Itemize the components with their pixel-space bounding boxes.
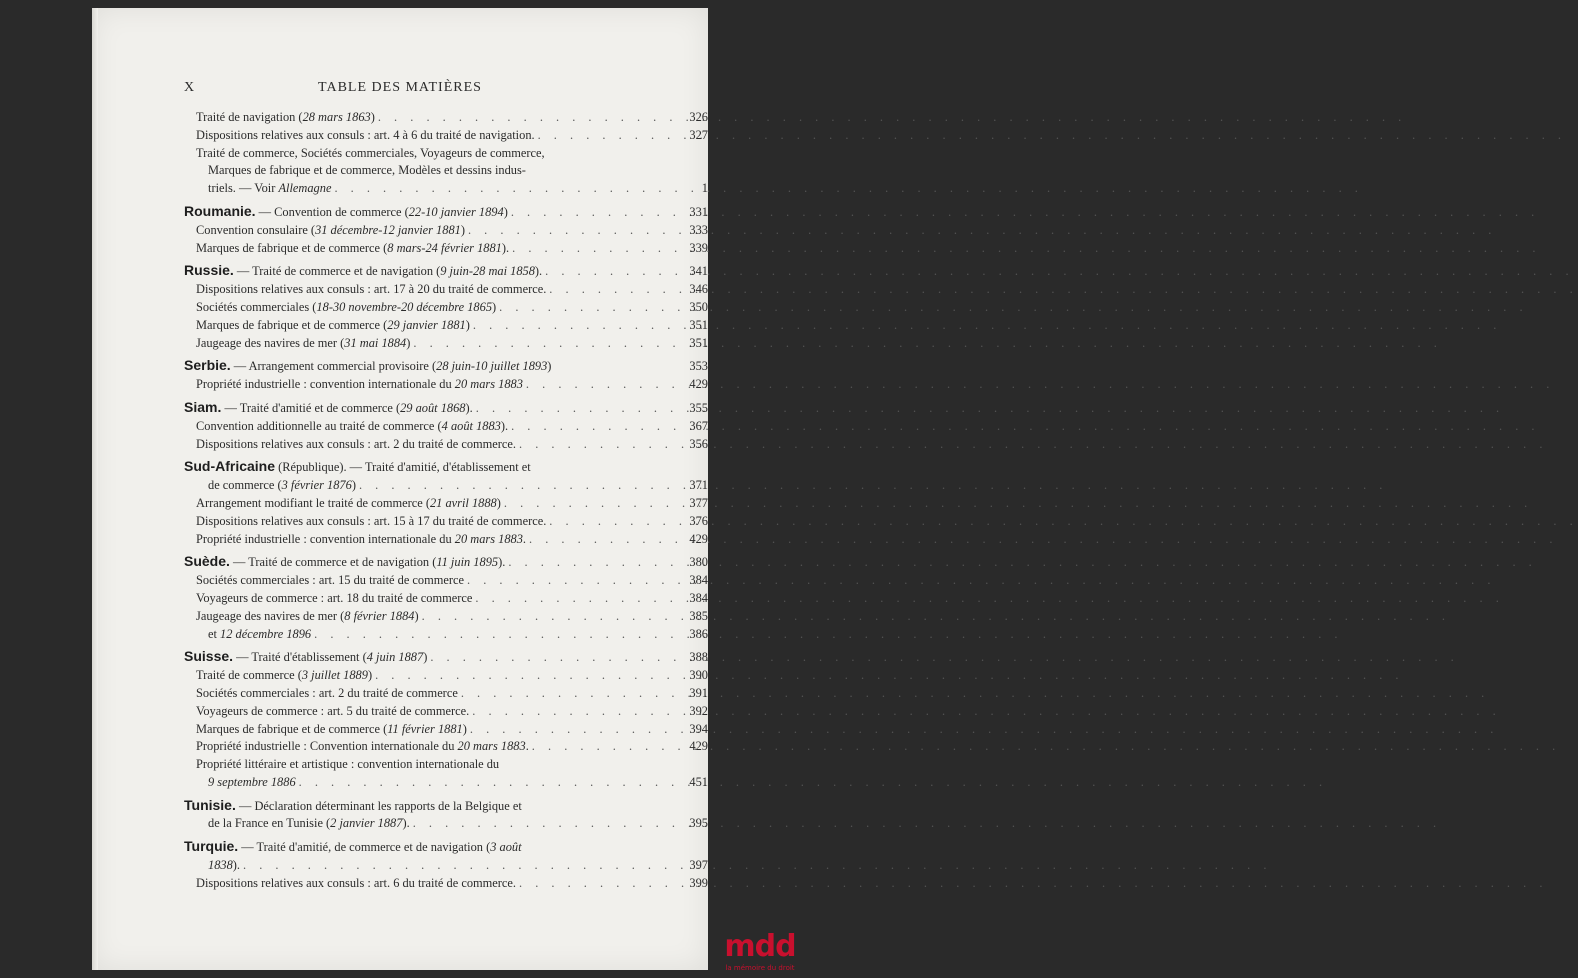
toc-entry: [184, 418, 708, 436]
dot-leader: [458, 685, 680, 703]
entry-segment: Voyageurs de commerce : art. 18 du traité de commerce: [196, 590, 473, 605]
toc-group: [184, 262, 708, 352]
toc-entry: [184, 162, 708, 180]
entry-text: [184, 857, 240, 875]
entry-segment: — Traité de commerce et de navigation (: [233, 264, 441, 279]
entry-segment: Marques de fabrique et de commerce, Modèles et dessins indus-: [208, 163, 526, 178]
entry-segment: ): [503, 204, 508, 219]
scan-edge: [92, 8, 98, 970]
entry-segment: Convention consulaire (: [196, 222, 316, 237]
entry-segment: ): [406, 335, 411, 350]
page-number: 429: [689, 531, 708, 546]
table-of-contents: [184, 109, 708, 898]
dot-leader: [535, 127, 680, 145]
entry-date: 4 juin 1887: [366, 650, 424, 665]
toc-entry: [184, 335, 708, 353]
entry-date: 11 février 1881: [387, 721, 463, 736]
toc-entry: [184, 756, 708, 774]
dot-leader: [356, 477, 680, 495]
entry-date: 29 janvier 1881: [387, 317, 466, 332]
dot-leader: [473, 400, 680, 418]
running-header: [184, 80, 616, 100]
entry-text: [184, 703, 469, 721]
page-number: 351: [689, 317, 708, 332]
toc-entry: [184, 685, 708, 703]
toc-country-entry: [184, 399, 708, 418]
entry-text: [184, 572, 464, 590]
entry-text: [184, 399, 473, 418]
toc-country-entry: [184, 262, 708, 281]
entry-segment: de commerce (: [208, 478, 282, 493]
dot-leader: [546, 281, 680, 299]
toc-country-entry: [184, 838, 708, 857]
page-number: 394: [689, 721, 708, 736]
entry-segment: ): [496, 495, 501, 510]
entry-text: [184, 335, 410, 353]
entry-segment: Propriété industrielle : convention internationale du: [196, 531, 455, 546]
entry-segment: Marques de fabrique et de commerce (: [196, 721, 388, 736]
entry-segment: — Déclaration déterminant les rapports de la Belgique et: [235, 798, 522, 813]
country-name: Suisse.: [184, 648, 234, 665]
dot-leader: [464, 572, 680, 590]
entry-text: [184, 262, 542, 281]
entry-segment: Convention additionnelle au traité de commerce (: [196, 418, 442, 433]
page-number: 327: [689, 127, 708, 142]
entry-date: 31 décembre-12 janvier 1881: [315, 222, 461, 237]
dot-leader: [427, 649, 680, 667]
page-number: 1: [701, 181, 708, 196]
entry-date: 28 mars 1863: [302, 110, 371, 124]
dot-leader: [526, 531, 680, 549]
entry-text: [184, 299, 496, 317]
toc-group: [184, 838, 708, 892]
page-number: 351: [689, 335, 708, 350]
entry-date: 8 mars-24 février 1881: [387, 240, 502, 255]
entry-text: [184, 626, 311, 644]
entry-date: 12 décembre 1896: [220, 626, 312, 641]
entry-segment: ): [465, 317, 470, 332]
dot-leader: [546, 513, 680, 531]
logo-tagline: la mémoire du droit: [725, 964, 795, 972]
entry-date: 2 janvier 1887: [330, 816, 403, 831]
entry-segment: Sociétés commerciales : art. 15 du traité de commerce: [196, 573, 465, 588]
toc-country-entry: [184, 648, 708, 667]
page-number: 399: [689, 875, 708, 890]
entry-text: [184, 667, 372, 685]
entry-segment: ).: [232, 858, 241, 873]
page-number: 391: [689, 685, 708, 700]
toc-entry: [184, 703, 708, 721]
entry-text: [184, 531, 526, 549]
entry-segment: — Convention de commerce (: [255, 204, 409, 219]
page-number: 451: [689, 774, 708, 789]
page-number: 339: [689, 240, 708, 255]
toc-group: [184, 553, 708, 643]
toc-entry: [184, 738, 708, 756]
entry-segment: Dispositions relatives aux consuls : art. 17 à 20 du traité de commerce.: [196, 282, 547, 297]
entry-date: 29 août 1868: [400, 400, 466, 415]
entry-text: [184, 436, 516, 454]
entry-text: [184, 376, 523, 394]
entry-segment: Arrangement modifiant le traité de commerce (: [196, 495, 430, 510]
toc-entry: [184, 376, 708, 394]
entry-date: 22-10 janvier 1894: [408, 204, 504, 219]
toc-entry: [184, 774, 708, 792]
country-name: Roumanie.: [184, 202, 256, 219]
entry-text: [184, 838, 680, 857]
dot-leader: [501, 495, 680, 513]
dot-leader: [508, 204, 680, 222]
dot-leader: [467, 721, 680, 739]
page-number: 353: [689, 359, 708, 374]
toc-entry: [184, 281, 708, 299]
dot-leader: [505, 554, 680, 572]
dot-leader: [508, 418, 680, 436]
toc-entry: [184, 590, 708, 608]
entry-date: 21 avril 1888: [429, 495, 497, 510]
entry-text: [184, 281, 546, 299]
dot-leader: [372, 667, 680, 685]
entry-segment: Propriété industrielle : convention internationale du: [196, 377, 455, 392]
entry-segment: ): [462, 721, 467, 736]
entry-text: [184, 875, 516, 893]
entry-segment: ): [370, 110, 375, 124]
toc-group: [184, 109, 708, 198]
entry-text: [184, 222, 465, 240]
page-number: 333: [689, 222, 708, 237]
entry-text: [184, 797, 680, 816]
entry-segment: ).: [501, 240, 510, 255]
entry-segment: — Arrangement commercial provisoire (: [230, 359, 437, 374]
entry-segment: Dispositions relatives aux consuls : art. 2 du traité de commerce.: [196, 436, 517, 451]
entry-segment: .: [525, 739, 529, 754]
entry-date: 20 mars 1883: [454, 377, 523, 392]
page-number: 377: [689, 495, 708, 510]
logo-mark: mdd: [724, 929, 796, 964]
country-name: Turquie.: [184, 838, 239, 855]
entry-segment: — Traité d'amitié, de commerce et de navigation (: [238, 840, 491, 855]
entry-text: [184, 738, 529, 756]
entry-date: 9 juin-28 mai 1858: [440, 264, 535, 279]
toc-entry: [184, 815, 708, 833]
toc-entry: [184, 608, 708, 626]
dot-leader: [470, 317, 680, 335]
entry-segment: — Traité de commerce et de navigation (: [229, 555, 437, 570]
entry-date: Allemagne: [278, 181, 332, 196]
toc-country-entry: [184, 797, 708, 816]
entry-text: [184, 685, 458, 703]
toc-group: [184, 357, 708, 394]
toc-entry: [184, 127, 708, 145]
page-number: 386: [689, 626, 708, 641]
entry-text: [184, 162, 680, 180]
entry-segment: ): [492, 299, 497, 314]
page-number: 371: [689, 478, 708, 493]
toc-entry: [184, 513, 708, 531]
dot-leader: [509, 240, 680, 258]
entry-text: [184, 590, 472, 608]
page-number: 390: [689, 668, 708, 683]
entry-text: [184, 145, 680, 163]
toc-entry: [184, 721, 708, 739]
entry-text: [184, 180, 331, 198]
entry-segment: ): [460, 222, 465, 237]
entry-text: [184, 458, 680, 477]
country-name: Tunisie.: [184, 796, 236, 813]
dot-leader: [516, 436, 680, 454]
toc-entry: [184, 857, 708, 875]
dot-leader: [542, 263, 680, 281]
entry-segment: ).: [465, 400, 473, 415]
entry-segment: Dispositions relatives aux consuls : art. 4 à 6 du traité de navigation.: [196, 127, 535, 142]
dot-leader: [410, 335, 680, 353]
toc-country-entry: [184, 458, 708, 477]
entry-segment: Traité de navigation (: [196, 110, 303, 124]
entry-date: 31 mai 1884: [344, 335, 407, 350]
entry-segment: Propriété industrielle : Convention internationale du: [196, 739, 458, 754]
entry-date: 20 mars 1883: [457, 739, 526, 754]
entry-segment: Dispositions relatives aux consuls : art. 6 du traité de commerce.: [196, 875, 517, 890]
entry-segment: Jaugeage des navires de mer (: [196, 335, 345, 350]
toc-entry: [184, 495, 708, 513]
toc-entry: [184, 180, 708, 198]
toc-entry: [184, 531, 708, 549]
entry-segment: ): [547, 359, 552, 374]
page-folio: X: [184, 80, 196, 95]
toc-country-entry: [184, 203, 708, 222]
entry-text: [184, 203, 508, 222]
entry-segment: Jaugeage des navires de mer (: [196, 608, 345, 623]
entry-segment: — Traité d'établissement (: [233, 650, 367, 665]
toc-entry: [184, 626, 708, 644]
country-name: Siam.: [184, 398, 222, 415]
entry-text: [184, 553, 505, 572]
country-name: Serbie.: [184, 357, 231, 374]
entry-text: [184, 317, 470, 335]
dot-leader: [516, 875, 680, 893]
page-number: 429: [689, 377, 708, 392]
running-title: TABLE DES MATIÈRES: [318, 80, 482, 95]
toc-group: [184, 648, 708, 791]
entry-date: 4 août 1883: [441, 418, 501, 433]
toc-entry: [184, 317, 708, 335]
toc-group: [184, 797, 708, 834]
toc-entry: [184, 436, 708, 454]
entry-segment: ): [367, 668, 373, 683]
entry-segment: Sociétés commerciales : art. 2 du traité de commerce: [196, 685, 458, 700]
page-number: 376: [689, 513, 708, 528]
entry-text: [184, 721, 467, 739]
entry-segment: Dispositions relatives aux consuls : art. 15 à 17 du traité de commerce.: [196, 513, 547, 528]
entry-segment: Sociétés commerciales (: [196, 299, 317, 314]
dot-leader: [496, 299, 680, 317]
page-number: 395: [689, 816, 708, 831]
page-number: 429: [689, 739, 708, 754]
entry-date: 28 juin-10 juillet 1893: [436, 359, 548, 374]
toc-entry: [184, 299, 708, 317]
country-name: Sud-Africaine: [184, 458, 276, 475]
toc-entry: [184, 240, 708, 258]
entry-date: 8 février 1884: [344, 608, 415, 623]
entry-text: [184, 608, 419, 626]
entry-text: [184, 815, 410, 833]
dot-leader: [529, 738, 680, 756]
page-number: 331: [689, 204, 708, 219]
entry-segment: Voyageurs de commerce : art. 5 du traité de commerce.: [196, 703, 470, 718]
entry-date: 11 juin 1895: [436, 555, 499, 570]
entry-text: [184, 495, 501, 513]
toc-group: [184, 458, 708, 548]
toc-country-entry: [184, 553, 708, 572]
page-number: 385: [689, 608, 708, 623]
entry-segment: ).: [402, 816, 410, 831]
entry-segment: Propriété littéraire et artistique : convention internationale du: [196, 757, 500, 772]
entry-date: 3 juillet 1889: [301, 668, 368, 683]
country-name: Suède.: [184, 553, 230, 570]
entry-segment: Traité de commerce (: [196, 668, 302, 683]
entry-text: [184, 357, 680, 376]
entry-date: 9 septembre 1886: [208, 774, 296, 789]
dot-leader: [240, 857, 680, 875]
page-number: 346: [689, 282, 708, 297]
page-number: 350: [689, 299, 708, 314]
toc-entry: [184, 572, 708, 590]
mdd-logo: [720, 929, 800, 978]
toc-group: [184, 399, 708, 453]
entry-text: [184, 109, 375, 127]
dot-leader: [523, 376, 680, 394]
dot-leader: [331, 180, 680, 198]
dot-leader: [410, 815, 680, 833]
toc-entry: [184, 145, 708, 163]
entry-date: 1838: [208, 858, 233, 873]
dot-leader: [465, 222, 680, 240]
entry-date: 3 août: [490, 840, 522, 855]
entry-segment: ).: [500, 418, 509, 433]
page-number: 356: [689, 436, 708, 451]
entry-segment: .: [522, 531, 527, 546]
toc-entry: [184, 875, 708, 893]
toc-entry: [184, 667, 708, 685]
entry-segment: Marques de fabrique et de commerce (: [196, 240, 388, 255]
entry-segment: ): [423, 650, 428, 665]
entry-text: [184, 756, 680, 774]
entry-text: [184, 648, 427, 667]
toc-entry: [184, 109, 708, 127]
entry-text: [184, 513, 546, 531]
toc-entry: [184, 477, 708, 495]
page-number: 384: [689, 590, 708, 605]
page-number: 397: [689, 858, 708, 873]
dot-leader: [375, 109, 680, 127]
entry-segment: ): [414, 608, 419, 623]
book-page: [92, 8, 796, 972]
entry-segment: (République). — Traité d'amitié, d'établissement et: [275, 460, 531, 475]
entry-date: 3 février 1876: [281, 478, 352, 493]
page-number: 326: [689, 110, 708, 124]
entry-segment: de la France en Tunisie (: [208, 816, 331, 831]
page-number: 388: [689, 650, 708, 665]
entry-segment: Marques de fabrique et de commerce (: [196, 317, 388, 332]
page-number: 384: [689, 573, 708, 588]
entry-segment: — Traité d'amitié et de commerce (: [221, 400, 401, 415]
dot-leader: [469, 703, 680, 721]
toc-entry: [184, 222, 708, 240]
entry-segment: ).: [534, 264, 543, 279]
country-name: Russie.: [184, 262, 234, 279]
entry-segment: et: [208, 626, 221, 641]
dot-leader: [311, 626, 680, 644]
page-number: 341: [689, 264, 708, 279]
page-number: 367: [689, 418, 708, 433]
entry-segment: Traité de commerce, Sociétés commerciales, Voyageurs de commerce,: [196, 145, 545, 160]
entry-segment: ): [351, 478, 356, 493]
entry-text: [184, 240, 509, 258]
toc-country-entry: [184, 357, 708, 376]
entry-text: [184, 477, 356, 495]
page-number: 355: [689, 400, 708, 415]
entry-text: [184, 127, 535, 145]
toc-group: [184, 203, 708, 257]
entry-date: 20 mars 1883: [454, 531, 523, 546]
page-number: 380: [689, 555, 708, 570]
entry-text: [184, 418, 508, 436]
entry-date: 18-30 novembre-20 décembre 1865: [316, 299, 493, 314]
dot-leader: [296, 774, 680, 792]
dot-leader: [472, 590, 680, 608]
entry-text: [184, 774, 296, 792]
entry-segment: ).: [498, 555, 506, 570]
entry-segment: triels. — Voir: [208, 181, 279, 196]
page-number: 392: [689, 703, 708, 718]
dot-leader: [419, 608, 680, 626]
